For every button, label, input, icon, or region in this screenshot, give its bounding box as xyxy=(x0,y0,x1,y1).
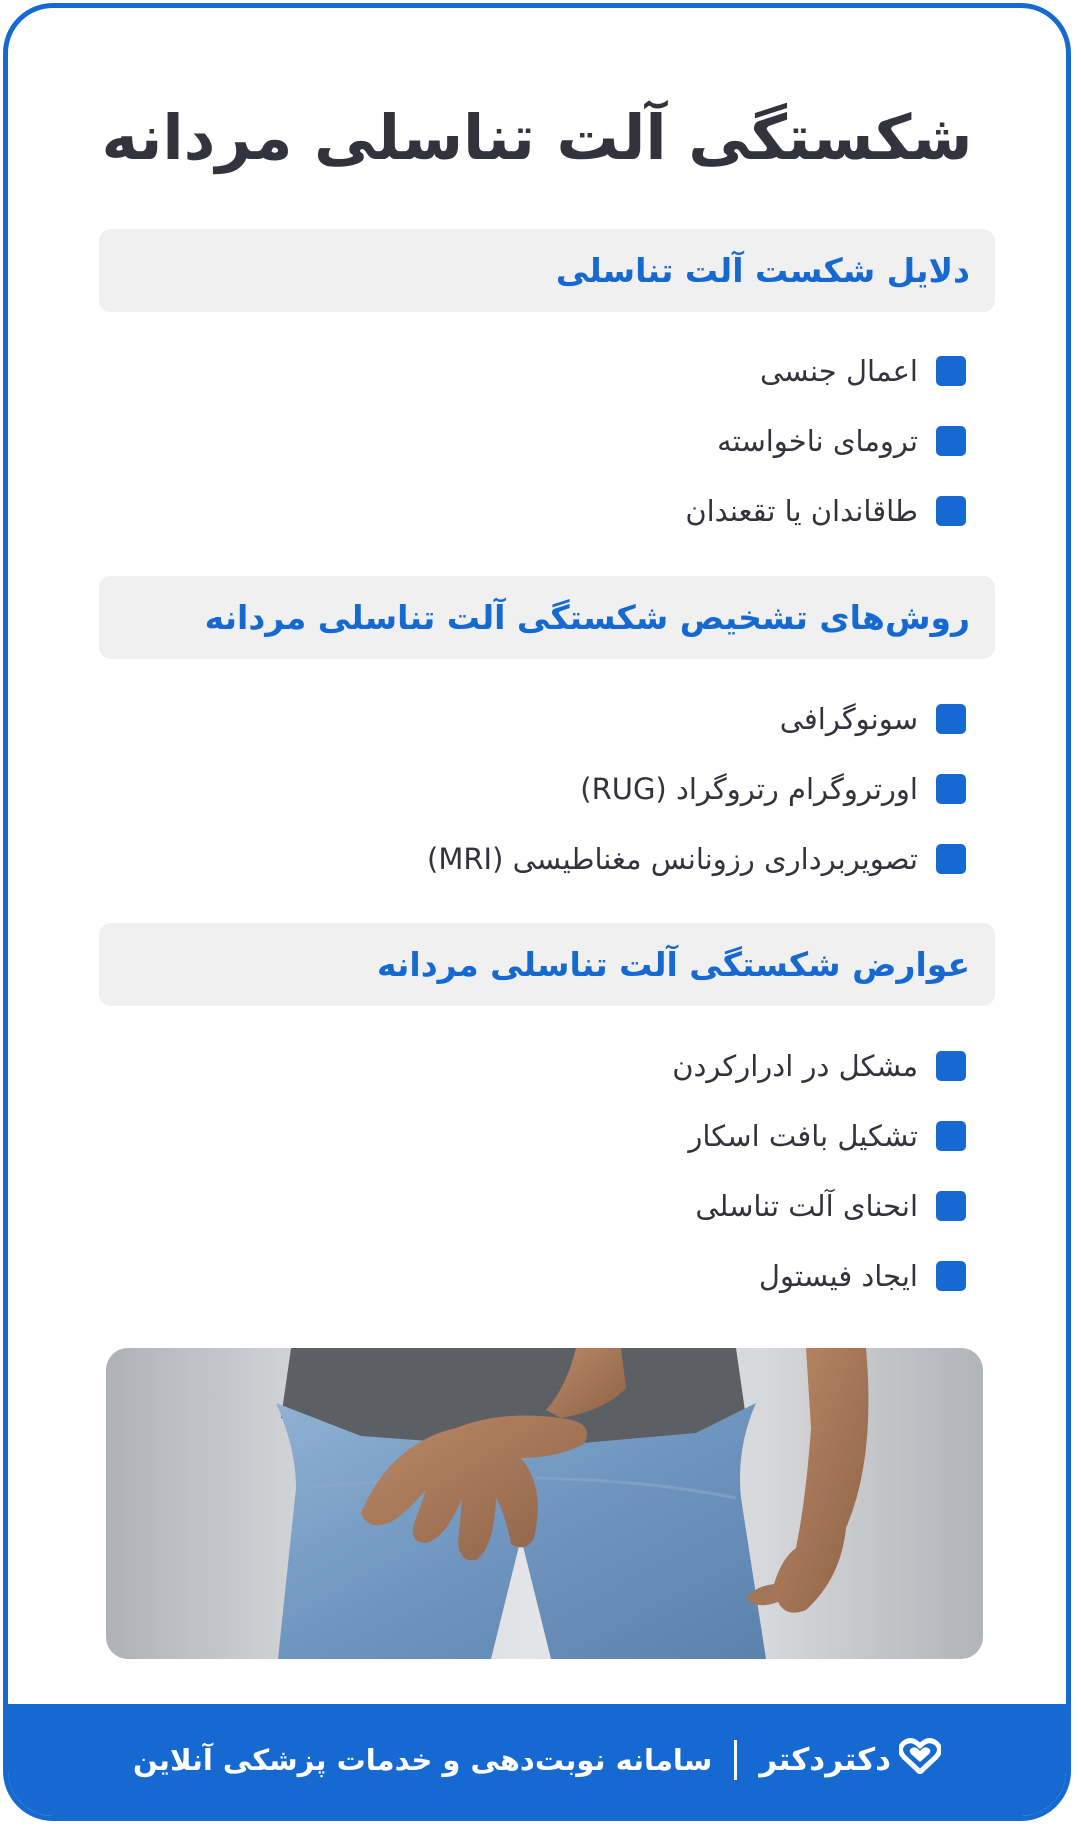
section-header-complications: عوارض شکستگی آلت تناسلی مردانه xyxy=(99,923,995,1006)
bullet-square-icon xyxy=(936,1121,966,1151)
brand-logo-text: دکتردکتر xyxy=(759,1742,892,1778)
list-item-label: انحنای آلت تناسلی xyxy=(695,1188,918,1223)
bullet-square-icon xyxy=(936,704,966,734)
list-item xyxy=(717,418,966,464)
list-item xyxy=(580,766,966,812)
list-item-label: اعمال جنسی xyxy=(760,353,918,388)
bullet-square-icon xyxy=(936,356,966,386)
list-item-label: تصویربرداری رزونانس مغناطیسی (MRI) xyxy=(427,841,918,876)
footer-bar xyxy=(8,1704,1066,1816)
list-item-label: مشکل در ادرارکردن xyxy=(672,1048,918,1083)
bullet-square-icon xyxy=(936,496,966,526)
list-item-label: سونوگرافی xyxy=(779,701,918,736)
bullet-square-icon xyxy=(936,426,966,456)
footer-divider xyxy=(734,1740,737,1780)
bullet-square-icon xyxy=(936,1051,966,1081)
list-item-label: ترومای ناخواسته xyxy=(717,423,918,458)
list-item xyxy=(695,1183,966,1229)
list-item xyxy=(759,1253,966,1299)
footer-tagline: سامانه نوبت‌دهی و خدمات پزشکی آنلاین xyxy=(132,1743,713,1777)
list-item-label: تشکیل بافت اسکار xyxy=(688,1118,918,1153)
bullet-square-icon xyxy=(936,774,966,804)
list-item-label: ایجاد فیستول xyxy=(758,1258,918,1293)
heart-icon xyxy=(899,1738,941,1782)
bullet-square-icon xyxy=(936,844,966,874)
infographic-card xyxy=(3,3,1071,1821)
list-item xyxy=(760,348,966,394)
list-item-label: طاقاندان یا تقعندان xyxy=(685,493,918,528)
photo-illustration xyxy=(106,1348,983,1659)
list-item xyxy=(427,836,966,882)
list-item xyxy=(780,696,966,742)
list-item xyxy=(672,1043,966,1089)
page-title: شکستگی آلت تناسلی مردانه xyxy=(101,100,973,174)
list-item xyxy=(685,488,966,534)
list-item xyxy=(688,1113,966,1159)
brand-logo[interactable] xyxy=(759,1738,941,1782)
bullet-square-icon xyxy=(936,1191,966,1221)
section-header-diagnosis: روش‌های تشخیص شکستگی آلت تناسلی مردانه xyxy=(99,576,995,659)
list-item-label: اورتروگرام رتروگراد (RUG) xyxy=(580,771,918,806)
section-header-causes: دلایل شکست آلت تناسلی xyxy=(99,229,995,312)
bullet-square-icon xyxy=(936,1261,966,1291)
photo-illustration-drawing xyxy=(106,1348,983,1659)
